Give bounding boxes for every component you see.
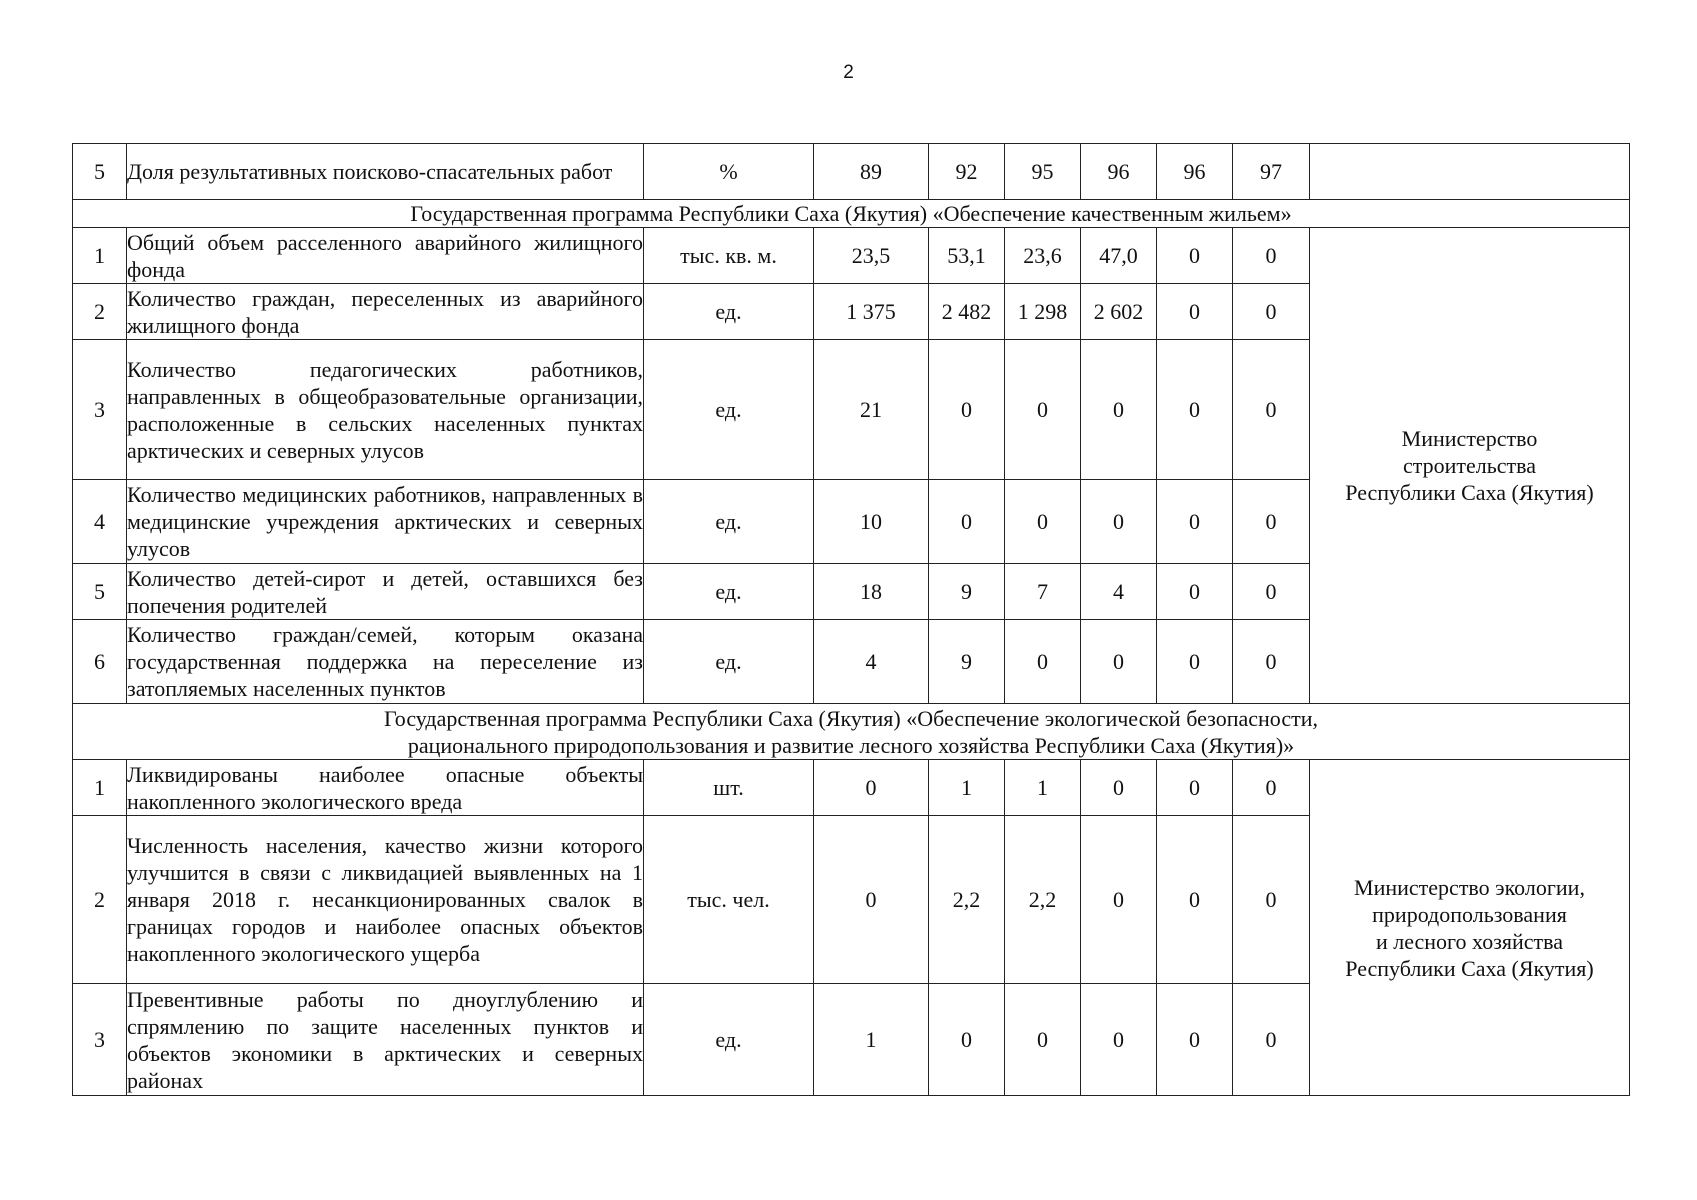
indicator-name: Количество педагогических работников, направленных в общеобразовательные организации, расположенные в сельских населенных пунктах арктических и северных улусов	[127, 340, 644, 480]
responsible-line: Республики Саха (Якутия)	[1345, 480, 1594, 505]
value-cell: 89	[814, 144, 929, 200]
row-number: 3	[73, 984, 127, 1096]
value-cell: 0	[1005, 340, 1081, 480]
responsible-line: и лесного хозяйства	[1375, 928, 1564, 954]
row-number: 2	[73, 284, 127, 340]
unit-cell: ед.	[644, 984, 814, 1096]
value-cell: 0	[1081, 984, 1157, 1096]
responsible-line: Министерство	[1401, 426, 1538, 451]
value-cell: 0	[1157, 984, 1233, 1096]
section-header-row	[73, 704, 1630, 760]
value-cell: 23,5	[814, 228, 929, 284]
value-cell: 2 602	[1081, 284, 1157, 340]
value-cell: 1	[1005, 760, 1081, 816]
value-cell: 9	[929, 564, 1005, 620]
indicator-name: Общий объем расселенного аварийного жилищного фонда	[127, 229, 643, 282]
value-cell: 1 298	[1005, 284, 1081, 340]
value-cell: 0	[1081, 760, 1157, 816]
section-title-line: Государственная программа Республики Саха (Якутия) «Обеспечение качественным жильем»	[410, 201, 1292, 226]
value-cell: 47,0	[1081, 228, 1157, 284]
row-number: 2	[73, 816, 127, 984]
row-number: 6	[73, 620, 127, 704]
value-cell: 0	[1157, 480, 1233, 564]
value-cell: 0	[1157, 620, 1233, 704]
value-cell: 2,2	[929, 816, 1005, 984]
value-cell: 4	[814, 620, 929, 704]
value-cell: 2 482	[929, 284, 1005, 340]
table-row	[73, 228, 1630, 284]
section-title-line: рационального природопользования и развитие лесного хозяйства Республики Саха (Якутия)»	[407, 732, 1295, 758]
value-cell: 0	[1157, 564, 1233, 620]
section-title	[73, 704, 1630, 760]
value-cell: 1	[814, 984, 929, 1096]
row-number: 3	[73, 340, 127, 480]
row-number: 1	[73, 760, 127, 816]
unit-cell: ед.	[644, 564, 814, 620]
value-cell: 96	[1157, 144, 1233, 200]
unit-cell: тыс. чел.	[644, 816, 814, 984]
indicator-name: Превентивные работы по дноуглублению и спрямлению по защите населенных пунктов и объектов экономики в арктических и северных районах	[127, 984, 644, 1096]
value-cell: 0	[1233, 984, 1310, 1096]
value-cell: 10	[814, 480, 929, 564]
value-cell: 0	[1081, 816, 1157, 984]
responsible-organization	[1310, 228, 1630, 704]
row-number: 5	[73, 144, 127, 200]
indicator-name: Количество детей-сирот и детей, оставшихся без попечения родителей	[127, 565, 643, 618]
value-cell: 1	[929, 760, 1005, 816]
value-cell: 0	[929, 340, 1005, 480]
unit-cell: ед.	[644, 480, 814, 564]
responsible-line: строительства	[1402, 453, 1537, 478]
unit-cell: тыс. кв. м.	[644, 228, 814, 284]
indicator-name: Количество граждан/семей, которым оказана государственная поддержка на переселение из затопляемых населенных пунктов	[127, 620, 644, 704]
value-cell: 0	[1233, 480, 1310, 564]
value-cell: 0	[1157, 760, 1233, 816]
responsible-organization	[1310, 144, 1630, 200]
responsible-line: природопользования	[1372, 901, 1567, 927]
section-header-row	[73, 200, 1630, 228]
value-cell: 96	[1081, 144, 1157, 200]
value-cell: 97	[1233, 144, 1310, 200]
value-cell: 0	[1157, 816, 1233, 984]
value-cell: 0	[1233, 620, 1310, 704]
responsible-organization	[1310, 760, 1630, 1096]
unit-cell: ед.	[644, 620, 814, 704]
value-cell: 0	[1233, 760, 1310, 816]
indicator-name: Ликвидированы наиболее опасные объекты накопленного экологического вреда	[127, 761, 643, 814]
value-cell: 0	[814, 760, 929, 816]
value-cell: 9	[929, 620, 1005, 704]
value-cell: 2,2	[1005, 816, 1081, 984]
unit-cell: ед.	[644, 284, 814, 340]
section-title-line: Государственная программа Республики Саха (Якутия) «Обеспечение экологической безопасности,	[384, 705, 1318, 731]
value-cell: 0	[1157, 340, 1233, 480]
indicators-table	[72, 143, 1630, 1096]
value-cell: 0	[1233, 284, 1310, 340]
indicator-name: Количество граждан, переселенных из аварийного жилищного фонда	[127, 285, 643, 338]
indicator-name: Доля результативных поисково-спасательных работ	[127, 144, 644, 200]
value-cell: 0	[1005, 480, 1081, 564]
indicator-name: Численность населения, качество жизни которого улучшится в связи с ликвидацией выявленных на 1 января 2018 г. несанкционированных свалок в границах городов и наиболее опасных объектов накопленного экологического ущерба	[127, 816, 644, 984]
value-cell: 0	[1081, 620, 1157, 704]
value-cell: 0	[814, 816, 929, 984]
value-cell: 0	[1233, 816, 1310, 984]
value-cell: 0	[929, 480, 1005, 564]
unit-cell: ед.	[644, 340, 814, 480]
row-number: 5	[73, 564, 127, 620]
table-row	[73, 760, 1630, 816]
table-row	[73, 144, 1630, 200]
value-cell: 0	[1005, 984, 1081, 1096]
responsible-line: Министерство экологии,	[1354, 874, 1585, 900]
responsible-line: Республики Саха (Якутия)	[1345, 955, 1594, 981]
value-cell: 53,1	[929, 228, 1005, 284]
page-number: 2	[843, 62, 854, 83]
value-cell: 7	[1005, 564, 1081, 620]
value-cell: 0	[1005, 620, 1081, 704]
value-cell: 0	[1157, 228, 1233, 284]
unit-cell: %	[644, 144, 814, 200]
value-cell: 18	[814, 564, 929, 620]
section-title	[73, 200, 1630, 228]
indicator-name: Количество медицинских работников, направленных в медицинские учреждения арктических и северных улусов	[127, 480, 644, 564]
row-number: 1	[73, 228, 127, 284]
value-cell: 0	[1233, 228, 1310, 284]
value-cell: 0	[929, 984, 1005, 1096]
row-number: 4	[73, 480, 127, 564]
value-cell: 21	[814, 340, 929, 480]
value-cell: 0	[1081, 340, 1157, 480]
value-cell: 92	[929, 144, 1005, 200]
value-cell: 0	[1157, 284, 1233, 340]
value-cell: 4	[1081, 564, 1157, 620]
value-cell: 0	[1233, 340, 1310, 480]
value-cell: 95	[1005, 144, 1081, 200]
value-cell: 0	[1233, 564, 1310, 620]
unit-cell: шт.	[644, 760, 814, 816]
value-cell: 23,6	[1005, 228, 1081, 284]
value-cell: 1 375	[814, 284, 929, 340]
value-cell: 0	[1081, 480, 1157, 564]
